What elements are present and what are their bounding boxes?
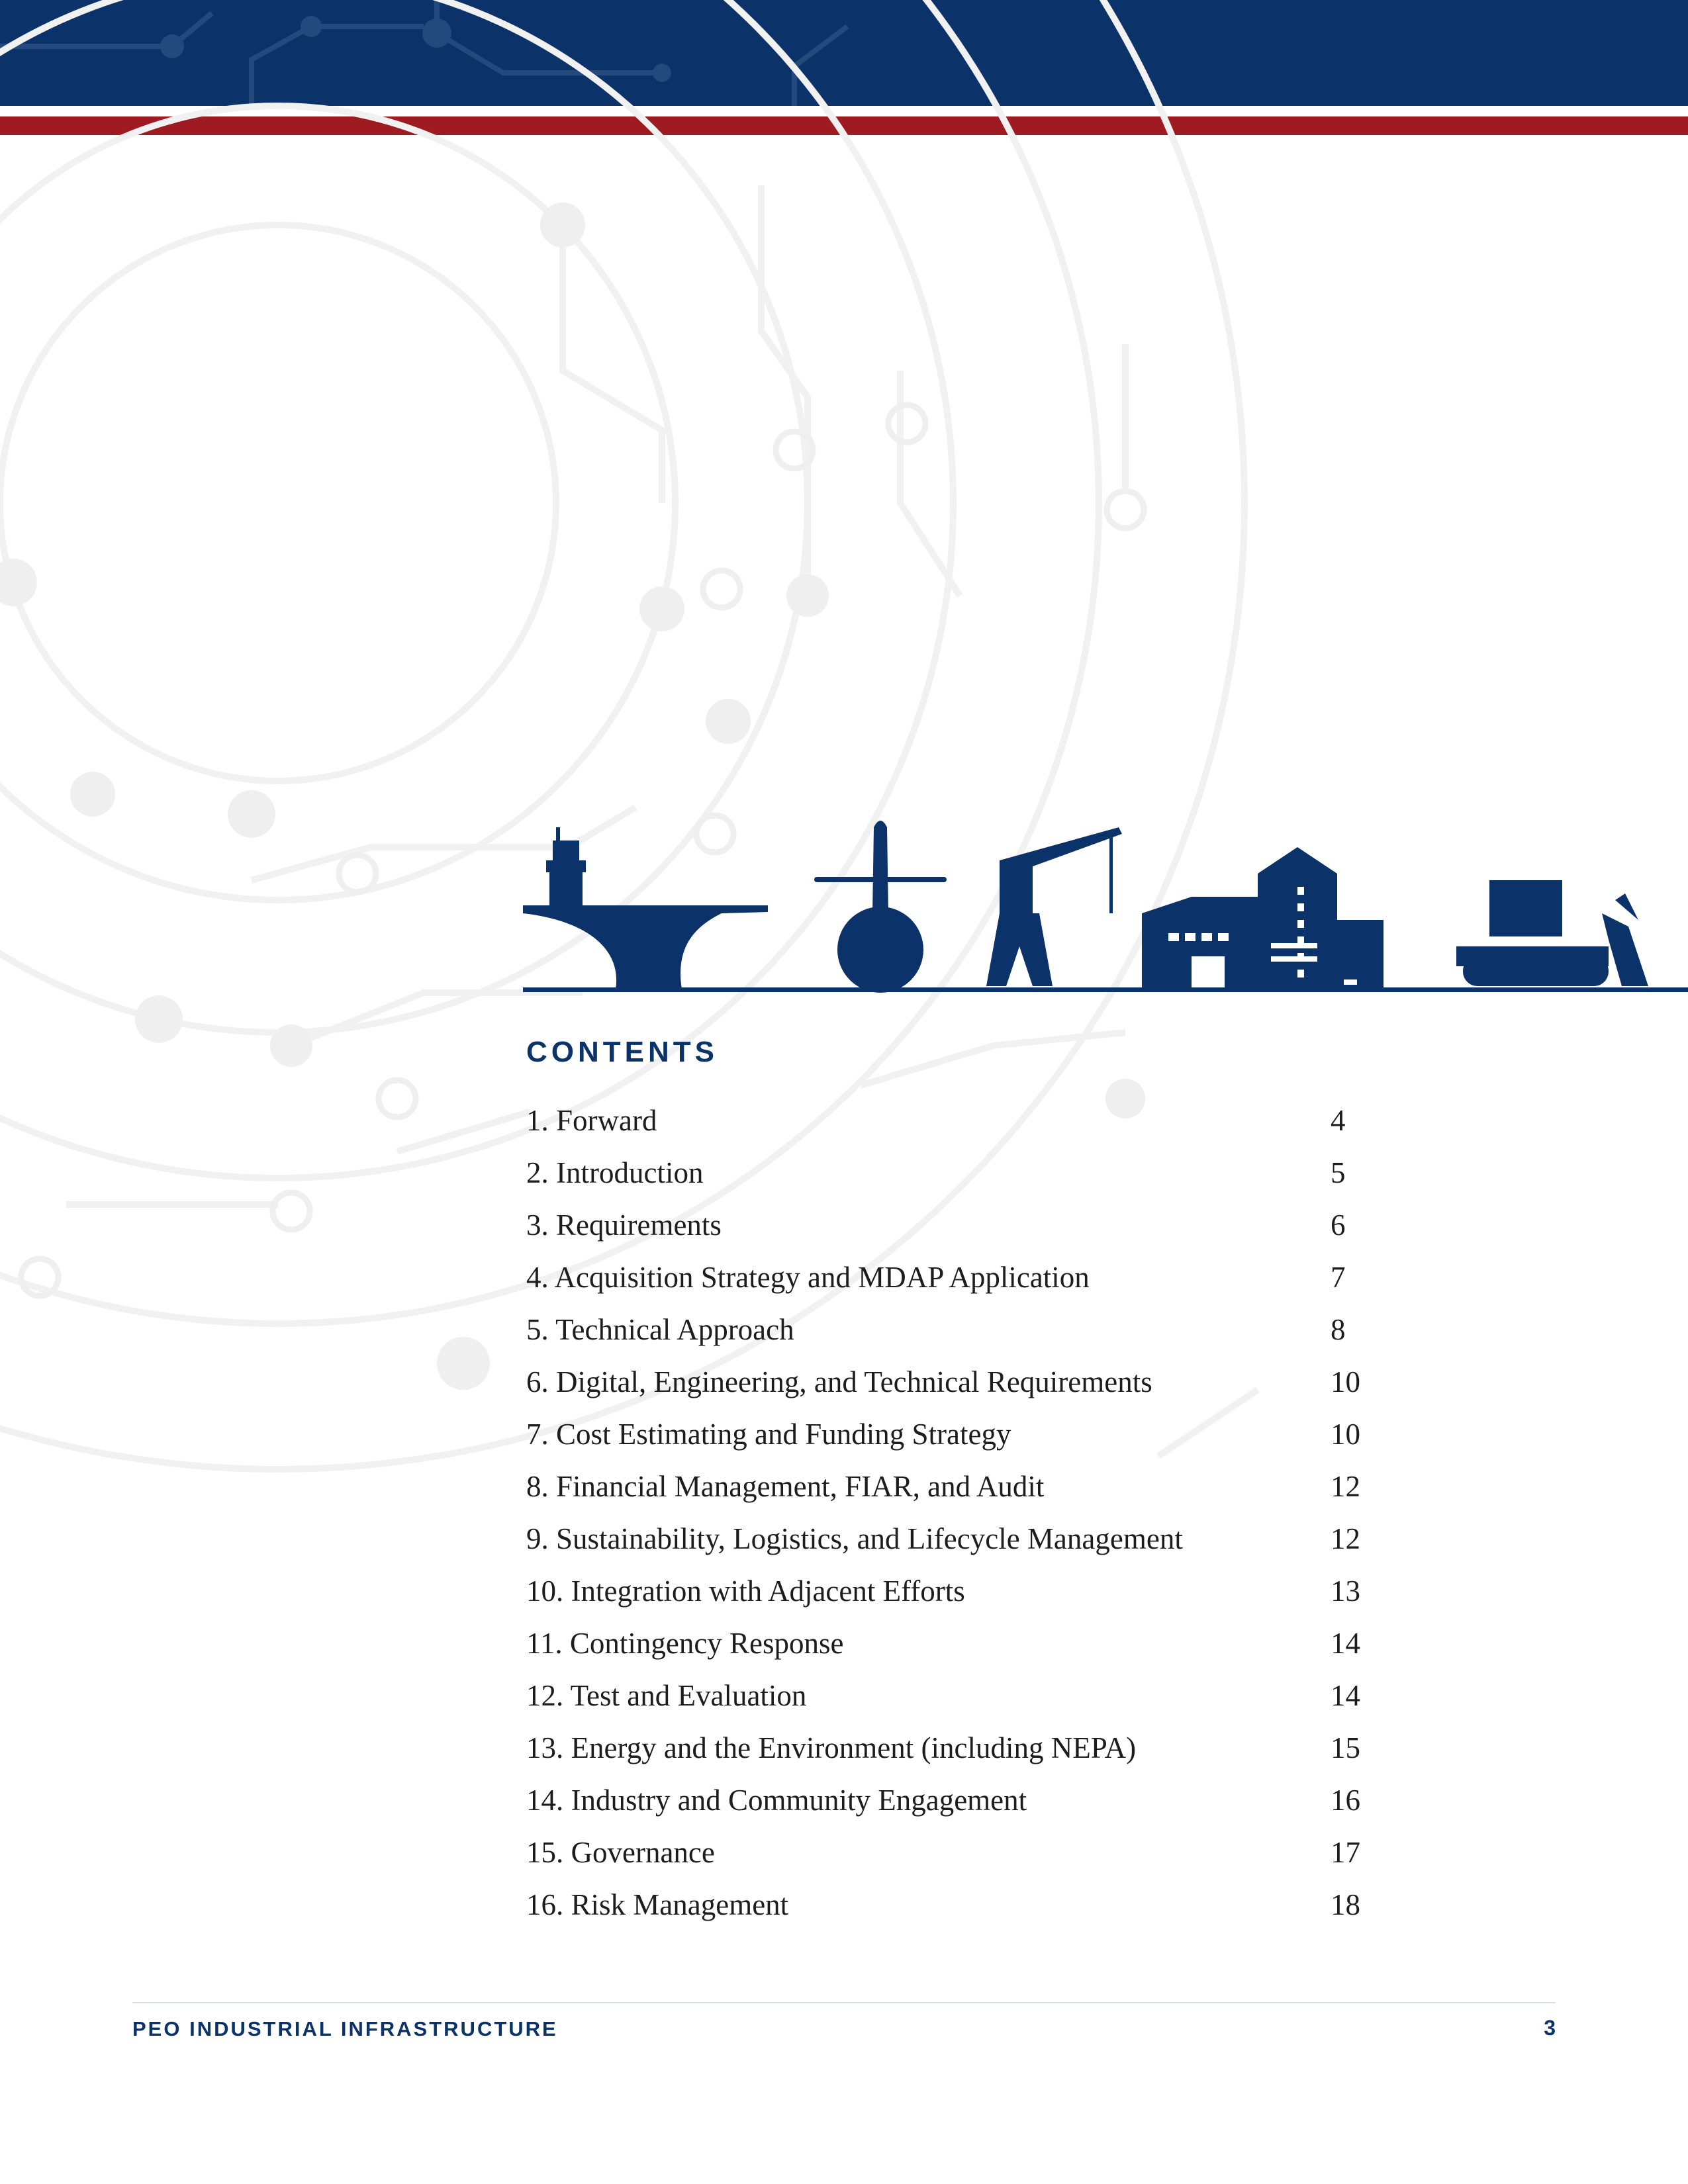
toc-entry[interactable] <box>526 1356 1387 1408</box>
toc-entry[interactable] <box>526 1147 1387 1199</box>
toc-entry-label: 9. Sustainability, Logistics, and Lifecycle Management <box>526 1522 1183 1555</box>
toc-entry[interactable] <box>526 1304 1387 1356</box>
toc-entry-page: 5 <box>1331 1156 1346 1189</box>
toc-entry[interactable] <box>526 1617 1387 1670</box>
toc-entry-label: 12. Test and Evaluation <box>526 1679 807 1712</box>
shipyard-crane-icon <box>986 827 1122 986</box>
toc-entry[interactable] <box>526 1461 1387 1513</box>
toc-entry-label: 6. Digital, Engineering, and Technical Requirements <box>526 1365 1152 1398</box>
toc-entry-page: 10 <box>1331 1365 1360 1398</box>
contents-heading: CONTENTS <box>526 1036 718 1068</box>
toc-entry-label: 11. Contingency Response <box>526 1627 844 1660</box>
footer-divider <box>132 2002 1556 2003</box>
toc-entry-label: 1. Forward <box>526 1104 657 1137</box>
toc-entry[interactable] <box>526 1670 1387 1722</box>
toc-entry-page: 10 <box>1331 1418 1360 1451</box>
toc-entry-label: 16. Risk Management <box>526 1888 789 1921</box>
toc-entry[interactable] <box>526 1513 1387 1565</box>
submarine-icon <box>814 821 947 993</box>
toc-entry-label: 13. Energy and the Environment (including NEPA) <box>526 1731 1137 1764</box>
toc-entry[interactable] <box>526 1251 1387 1304</box>
toc-entry-page: 16 <box>1331 1784 1360 1817</box>
toc-entry[interactable] <box>526 1827 1387 1879</box>
toc-entry-page: 6 <box>1331 1208 1346 1242</box>
aircraft-carrier-icon <box>523 827 768 989</box>
toc-entry-page: 12 <box>1331 1470 1360 1503</box>
toc-entry-label: 5. Technical Approach <box>526 1313 794 1346</box>
toc-entry-label: 10. Integration with Adjacent Efforts <box>526 1574 965 1608</box>
toc-entry[interactable] <box>526 1774 1387 1827</box>
toc-entry-label: 2. Introduction <box>526 1156 704 1189</box>
toc-entry-label: 15. Governance <box>526 1836 715 1869</box>
page-number: 3 <box>1544 2016 1556 2040</box>
toc-entry[interactable] <box>526 1879 1387 1931</box>
infrastructure-skyline-illustration <box>523 814 1688 999</box>
toc-entry-label: 4. Acquisition Strategy and MDAP Application <box>526 1261 1090 1294</box>
toc-entry[interactable] <box>526 1565 1387 1617</box>
toc-entry-label: 14. Industry and Community Engagement <box>526 1784 1027 1817</box>
toc-entry-page: 17 <box>1331 1836 1360 1869</box>
toc-entry-page: 4 <box>1331 1104 1346 1137</box>
toc-entry-page: 8 <box>1331 1313 1346 1346</box>
toc-entry-label: 3. Requirements <box>526 1208 722 1242</box>
toc-entry[interactable] <box>526 1408 1387 1461</box>
table-of-contents <box>526 1095 1387 1931</box>
toc-entry-page: 7 <box>1331 1261 1346 1294</box>
toc-entry-page: 12 <box>1331 1522 1360 1555</box>
toc-entry-page: 18 <box>1331 1888 1360 1921</box>
toc-entry[interactable] <box>526 1199 1387 1251</box>
footer-organization: PEO INDUSTRIAL INFRASTRUCTURE <box>132 2017 558 2040</box>
toc-entry-page: 14 <box>1331 1627 1360 1660</box>
toc-entry-page: 14 <box>1331 1679 1360 1712</box>
toc-entry[interactable] <box>526 1722 1387 1774</box>
toc-entry-label: 7. Cost Estimating and Funding Strategy <box>526 1418 1011 1451</box>
industrial-buildings-icon <box>1142 847 1383 989</box>
toc-entry-page: 13 <box>1331 1574 1360 1608</box>
toc-entry-label: 8. Financial Management, FIAR, and Audit <box>526 1470 1045 1503</box>
toc-entry-page: 15 <box>1331 1731 1360 1764</box>
toc-entry[interactable] <box>526 1095 1387 1147</box>
bulldozer-icon <box>1456 880 1648 986</box>
